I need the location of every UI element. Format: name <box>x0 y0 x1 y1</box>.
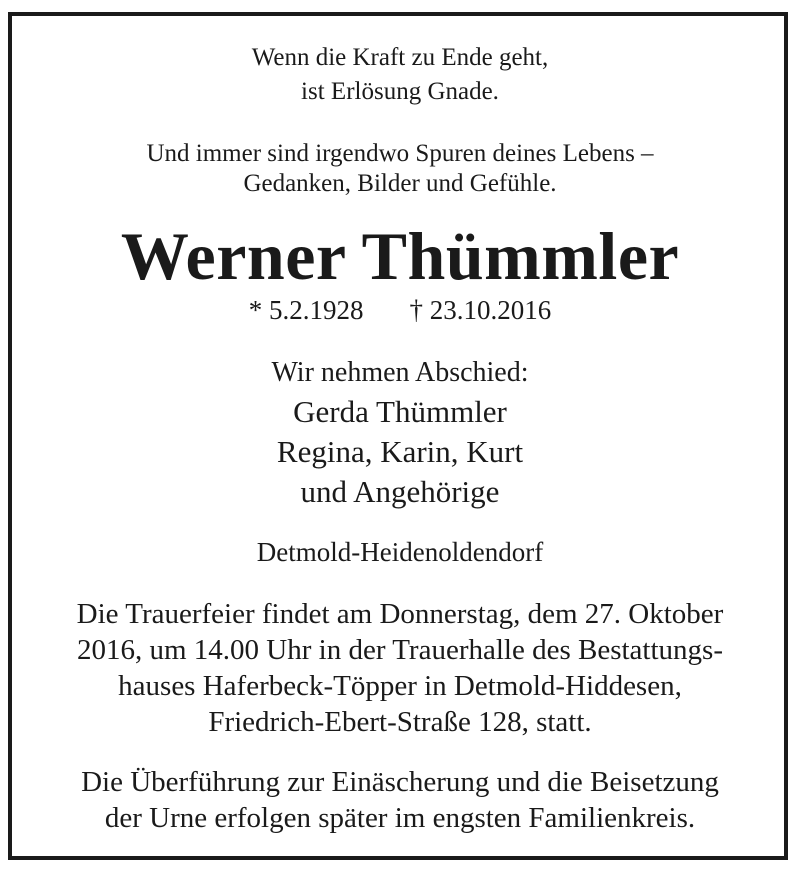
burial-line-1: Die Überführung zur Einäscherung und die Beisetzung <box>81 766 719 798</box>
ceremony-line-2: 2016, um 14.00 Uhr in der Trauerhalle des Bestattungs- <box>77 634 723 666</box>
mourner-line-3: und Angehörige <box>300 474 500 509</box>
birth-date: * 5.2.1928 <box>248 295 364 325</box>
mourner-line-1: Gerda Thümmler <box>293 394 507 429</box>
ceremony-line-3: hauses Haferbeck-Töpper in Detmold-Hiddesen, <box>118 670 682 702</box>
farewell-intro: Wir nehmen Abschied: <box>271 357 529 388</box>
hometown: Detmold-Heidenoldendorf <box>256 537 544 567</box>
ceremony-line-4: Friedrich-Ebert-Straße 128, statt. <box>208 706 592 738</box>
burial-line-2: der Urne erfolgen später im engsten Familienkreis. <box>104 802 696 834</box>
deceased-name: Werner Thümmler <box>120 218 680 294</box>
motto-line-4: Gedanken, Bilder und Gefühle. <box>243 170 557 197</box>
motto-line-2: ist Erlösung Gnade. <box>301 78 499 105</box>
death-date: † 23.10.2016 <box>409 295 552 325</box>
motto-line-3: Und immer sind irgendwo Spuren deines Lebens – <box>146 140 654 167</box>
ceremony-line-1: Die Trauerfeier findet am Donnerstag, dem 27. Oktober <box>76 598 724 630</box>
mourner-line-2: Regina, Karin, Kurt <box>276 434 524 469</box>
life-dates <box>0 294 800 326</box>
motto-line-1: Wenn die Kraft zu Ende geht, <box>251 44 549 71</box>
